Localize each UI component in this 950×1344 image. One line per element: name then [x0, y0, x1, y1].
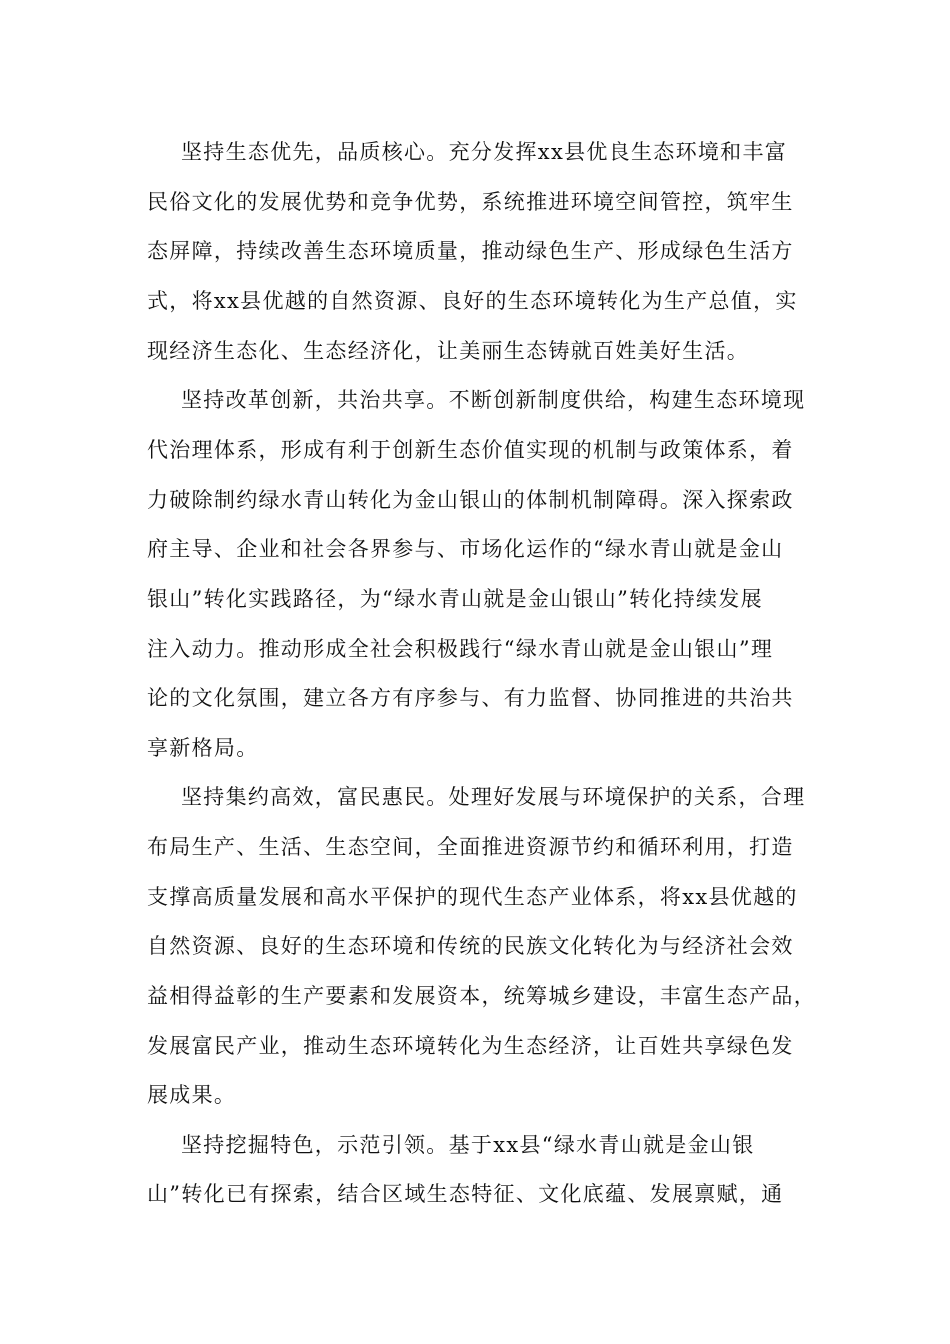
paragraph-3-line-4: 自然资源、良好的生态环境和传统的民族文化转化为与经济社会效 [147, 934, 794, 958]
paragraph-3-line-1: 坚持集约高效，富民惠民。处理好发展与环境保护的关系，合理 [181, 785, 806, 809]
paragraph-1-line-1: 坚持生态优先，品质核心。充分发挥xx县优良生态环境和丰富 [181, 140, 788, 164]
paragraph-2-line-5: 银山”转化实践路径，为“绿水青山就是金山银山”转化持续发展 [147, 587, 763, 611]
paragraph-2-line-2: 代治理体系，形成有利于创新生态价值实现的机制与政策体系，着 [147, 438, 794, 462]
paragraph-1-line-3: 态屏障，持续改善生态环境质量，推动绿色生产、形成绿色生活方 [147, 239, 794, 263]
paragraph-2-line-7: 论的文化氛围，建立各方有序参与、有力监督、协同推进的共治共 [147, 686, 794, 710]
paragraph-1-line-5: 现经济生态化、生态经济化，让美丽生态铸就百姓美好生活。 [147, 339, 750, 363]
paragraph-3-line-5: 益相得益彰的生产要素和发展资本，统筹城乡建设，丰富生态产品， [147, 984, 816, 1008]
paragraph-3-line-7: 展成果。 [147, 1083, 237, 1107]
paragraph-2-line-1: 坚持改革创新，共治共享。不断创新制度供给，构建生态环境现 [181, 388, 806, 412]
paragraph-3-line-2: 布局生产、生活、生态空间，全面推进资源节约和循环利用，打造 [147, 835, 794, 859]
paragraph-2-line-4: 府主导、企业和社会各界参与、市场化运作的“绿水青山就是金山 [147, 537, 784, 561]
paragraph-3-line-6: 发展富民产业，推动生态环境转化为生态经济，让百姓共享绿色发 [147, 1034, 794, 1058]
paragraph-3-line-3: 支撑高质量发展和高水平保护的现代生态产业体系，将xx县优越的 [147, 885, 798, 909]
paragraph-2-line-8: 享新格局。 [147, 736, 259, 760]
paragraph-1-line-2: 民俗文化的发展优势和竞争优势，系统推进环境空间管控，筑牢生 [147, 190, 794, 214]
paragraph-1-line-4: 式，将xx县优越的自然资源、良好的生态环境转化为生产总值，实 [147, 289, 798, 313]
paragraph-2-line-6: 注入动力。推动形成全社会积极践行“绿水青山就是金山银山”理 [147, 637, 774, 661]
paragraph-4-line-1: 坚持挖掘特色，示范引领。基于xx县“绿水青山就是金山银 [181, 1133, 755, 1157]
paragraph-4-line-2: 山”转化已有探索，结合区域生态特征、文化底蕴、发展禀赋，通 [147, 1182, 784, 1206]
paragraph-2-line-3: 力破除制约绿水青山转化为金山银山的体制机制障碍。深入探索政 [147, 488, 794, 512]
